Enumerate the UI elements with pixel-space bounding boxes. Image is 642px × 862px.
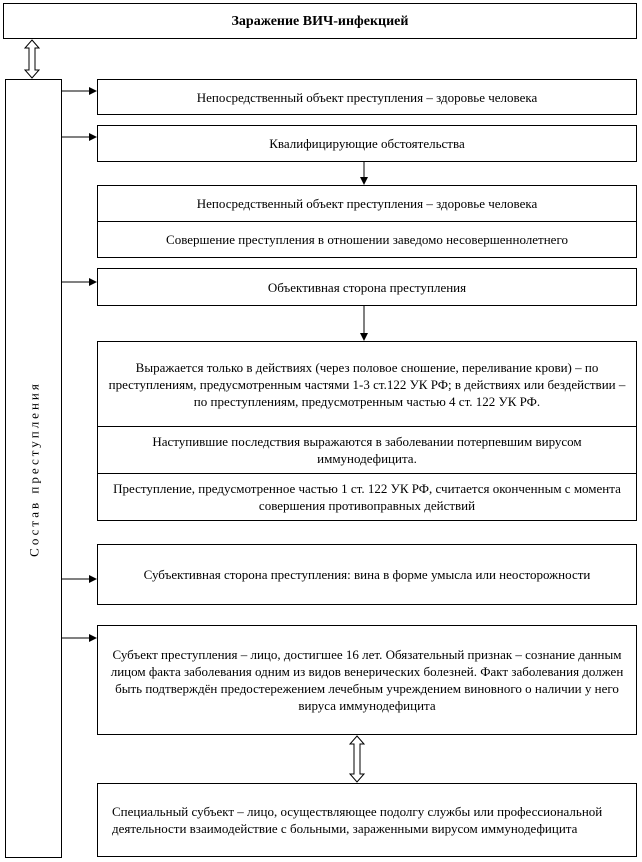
special-subject-box bbox=[97, 783, 637, 857]
objective-details-box bbox=[97, 341, 637, 521]
composition-side-box bbox=[5, 79, 62, 858]
qualifying-object-cell bbox=[98, 186, 636, 221]
objective-actions-cell bbox=[98, 342, 636, 426]
objective-side-text: Объективная сторона преступления bbox=[267, 279, 467, 295]
diagram-title: Заражение ВИЧ-инфекцией bbox=[231, 13, 409, 29]
subjective-side-box bbox=[97, 544, 637, 605]
qualifying-text: Квалифицирующие обстоятельства bbox=[269, 136, 465, 151]
subjective-side-text: Субъективная сторона преступления: вина в форме умысла или неосторожности bbox=[143, 567, 591, 582]
qualifying-details-box bbox=[97, 185, 637, 258]
diagram-title-box bbox=[3, 3, 637, 39]
objective-side-box bbox=[97, 268, 637, 306]
objective-consequences-cell bbox=[98, 426, 636, 473]
objective-actions-text: Выражается только в действиях (через половое сношение, переливание крови) – по преступлениям, предусмотренным частями 1-3 ст.122 УК РФ; в действиях или бездействии – по преступлениям, предусмотренным частью 4 ст. 122 УК РФ. bbox=[108, 359, 626, 409]
object-text: Непосредственный объект преступления – здоровье человека bbox=[196, 89, 538, 105]
qualifying-minor-text: Совершение преступления в отношении заведомо несовершеннолетнего bbox=[166, 232, 568, 247]
special-subject-text: Специальный субъект – лицо, осуществляющее подолгу службы или профессиональной деятельности взаимодействие с больными, зараженными вирусом иммунодефицита bbox=[112, 804, 603, 836]
qualifying-box bbox=[97, 125, 637, 162]
title-double-arrow bbox=[25, 40, 39, 78]
composition-label: Состав преступления bbox=[26, 380, 41, 557]
qualifying-minor-cell bbox=[98, 221, 636, 257]
subject-text: Субъект преступления – лицо, достигшее 16 лет. Обязательный признак – сознание данным лицом факта заболевания одним из видов венерических болезней. Факт заболевания должен быть подтверждён предостережением лечебным учреждением виновного о наличии у него вируса иммунодефицита bbox=[110, 647, 624, 713]
subject-double-arrow bbox=[350, 736, 364, 782]
qualifying-object-text: Непосредственный объект преступления – здоровье человека bbox=[196, 196, 538, 211]
subject-box bbox=[97, 625, 637, 735]
objective-consequences-text: Наступившие последствия выражаются в заболевании потерпевшим вирусом иммунодефицита. bbox=[152, 434, 582, 466]
object-box bbox=[97, 79, 637, 115]
objective-completed-text: Преступление, предусмотренное частью 1 ст. 122 УК РФ, считается оконченным с момента совершения противоправных действий bbox=[113, 481, 621, 513]
objective-completed-cell bbox=[98, 473, 636, 520]
